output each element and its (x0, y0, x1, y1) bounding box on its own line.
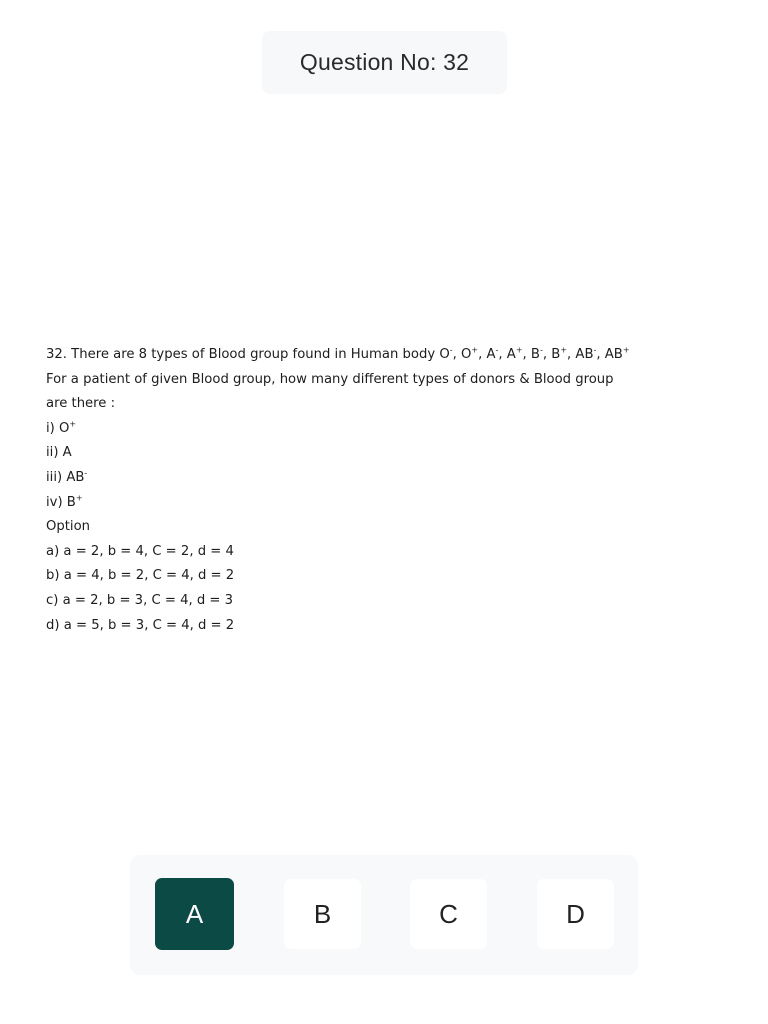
blood-group-base: O (439, 347, 450, 362)
question-line-3: are there : (46, 396, 116, 412)
item-iv (46, 491, 726, 516)
blood-group-base: AB (575, 347, 594, 362)
blood-group-sign: + (515, 345, 523, 355)
blood-group-base: AB (604, 347, 623, 362)
item-sign: - (84, 468, 88, 478)
blood-group-sign: - (495, 345, 499, 355)
option-b: b) a = 4, b = 2, C = 4, d = 2 (46, 568, 235, 584)
answer-choice-c-button[interactable]: C (410, 879, 487, 949)
blood-group-sign: - (593, 345, 597, 355)
option-c: c) a = 2, b = 3, C = 4, d = 3 (46, 592, 234, 608)
question-stem-text: 32. There are 8 types of Blood group found in Human body (46, 347, 440, 362)
answer-choice-d-button[interactable]: D (537, 879, 614, 949)
option-d: d) a = 5, b = 3, C = 4, d = 2 (46, 617, 235, 633)
item-sign: + (69, 419, 77, 429)
item-label: ii) A (46, 445, 72, 461)
item-label: iv) B (46, 494, 76, 510)
item-label: i) O (46, 420, 70, 436)
blood-group-sign: + (471, 345, 479, 355)
item-sign: + (75, 493, 83, 503)
blood-group-base: O (461, 347, 472, 362)
blood-group-sign: - (539, 345, 543, 355)
item-ii (46, 441, 726, 466)
question-line-2: For a patient of given Blood group, how many different types of donors & Blood group (46, 371, 614, 387)
option-a: a) a = 2, b = 4, C = 2, d = 4 (46, 543, 234, 559)
page-title: Question No: 32 (299, 49, 470, 75)
item-label: iii) AB (46, 469, 85, 485)
answer-choice-b-button[interactable]: B (284, 879, 361, 949)
blood-group-sign: - (449, 345, 453, 355)
answer-choice-a-button[interactable]: A (155, 878, 234, 950)
answer-choices-bar (130, 855, 638, 975)
blood-group-sign: + (622, 345, 630, 355)
blood-group-sign: + (560, 345, 568, 355)
blood-group-base: A (486, 347, 496, 362)
item-i (46, 417, 726, 442)
item-iii (46, 466, 726, 491)
option-heading: Option (46, 519, 91, 535)
question-number-header (262, 31, 507, 94)
blood-group-base: A (506, 347, 516, 362)
blood-group-list: O-, O+, A-, A+, B-, B+, AB-, AB+ (439, 345, 630, 362)
question-body (46, 343, 726, 638)
blood-group-base: B (551, 347, 561, 362)
question-stem (46, 343, 726, 368)
blood-group-base: B (530, 347, 540, 362)
